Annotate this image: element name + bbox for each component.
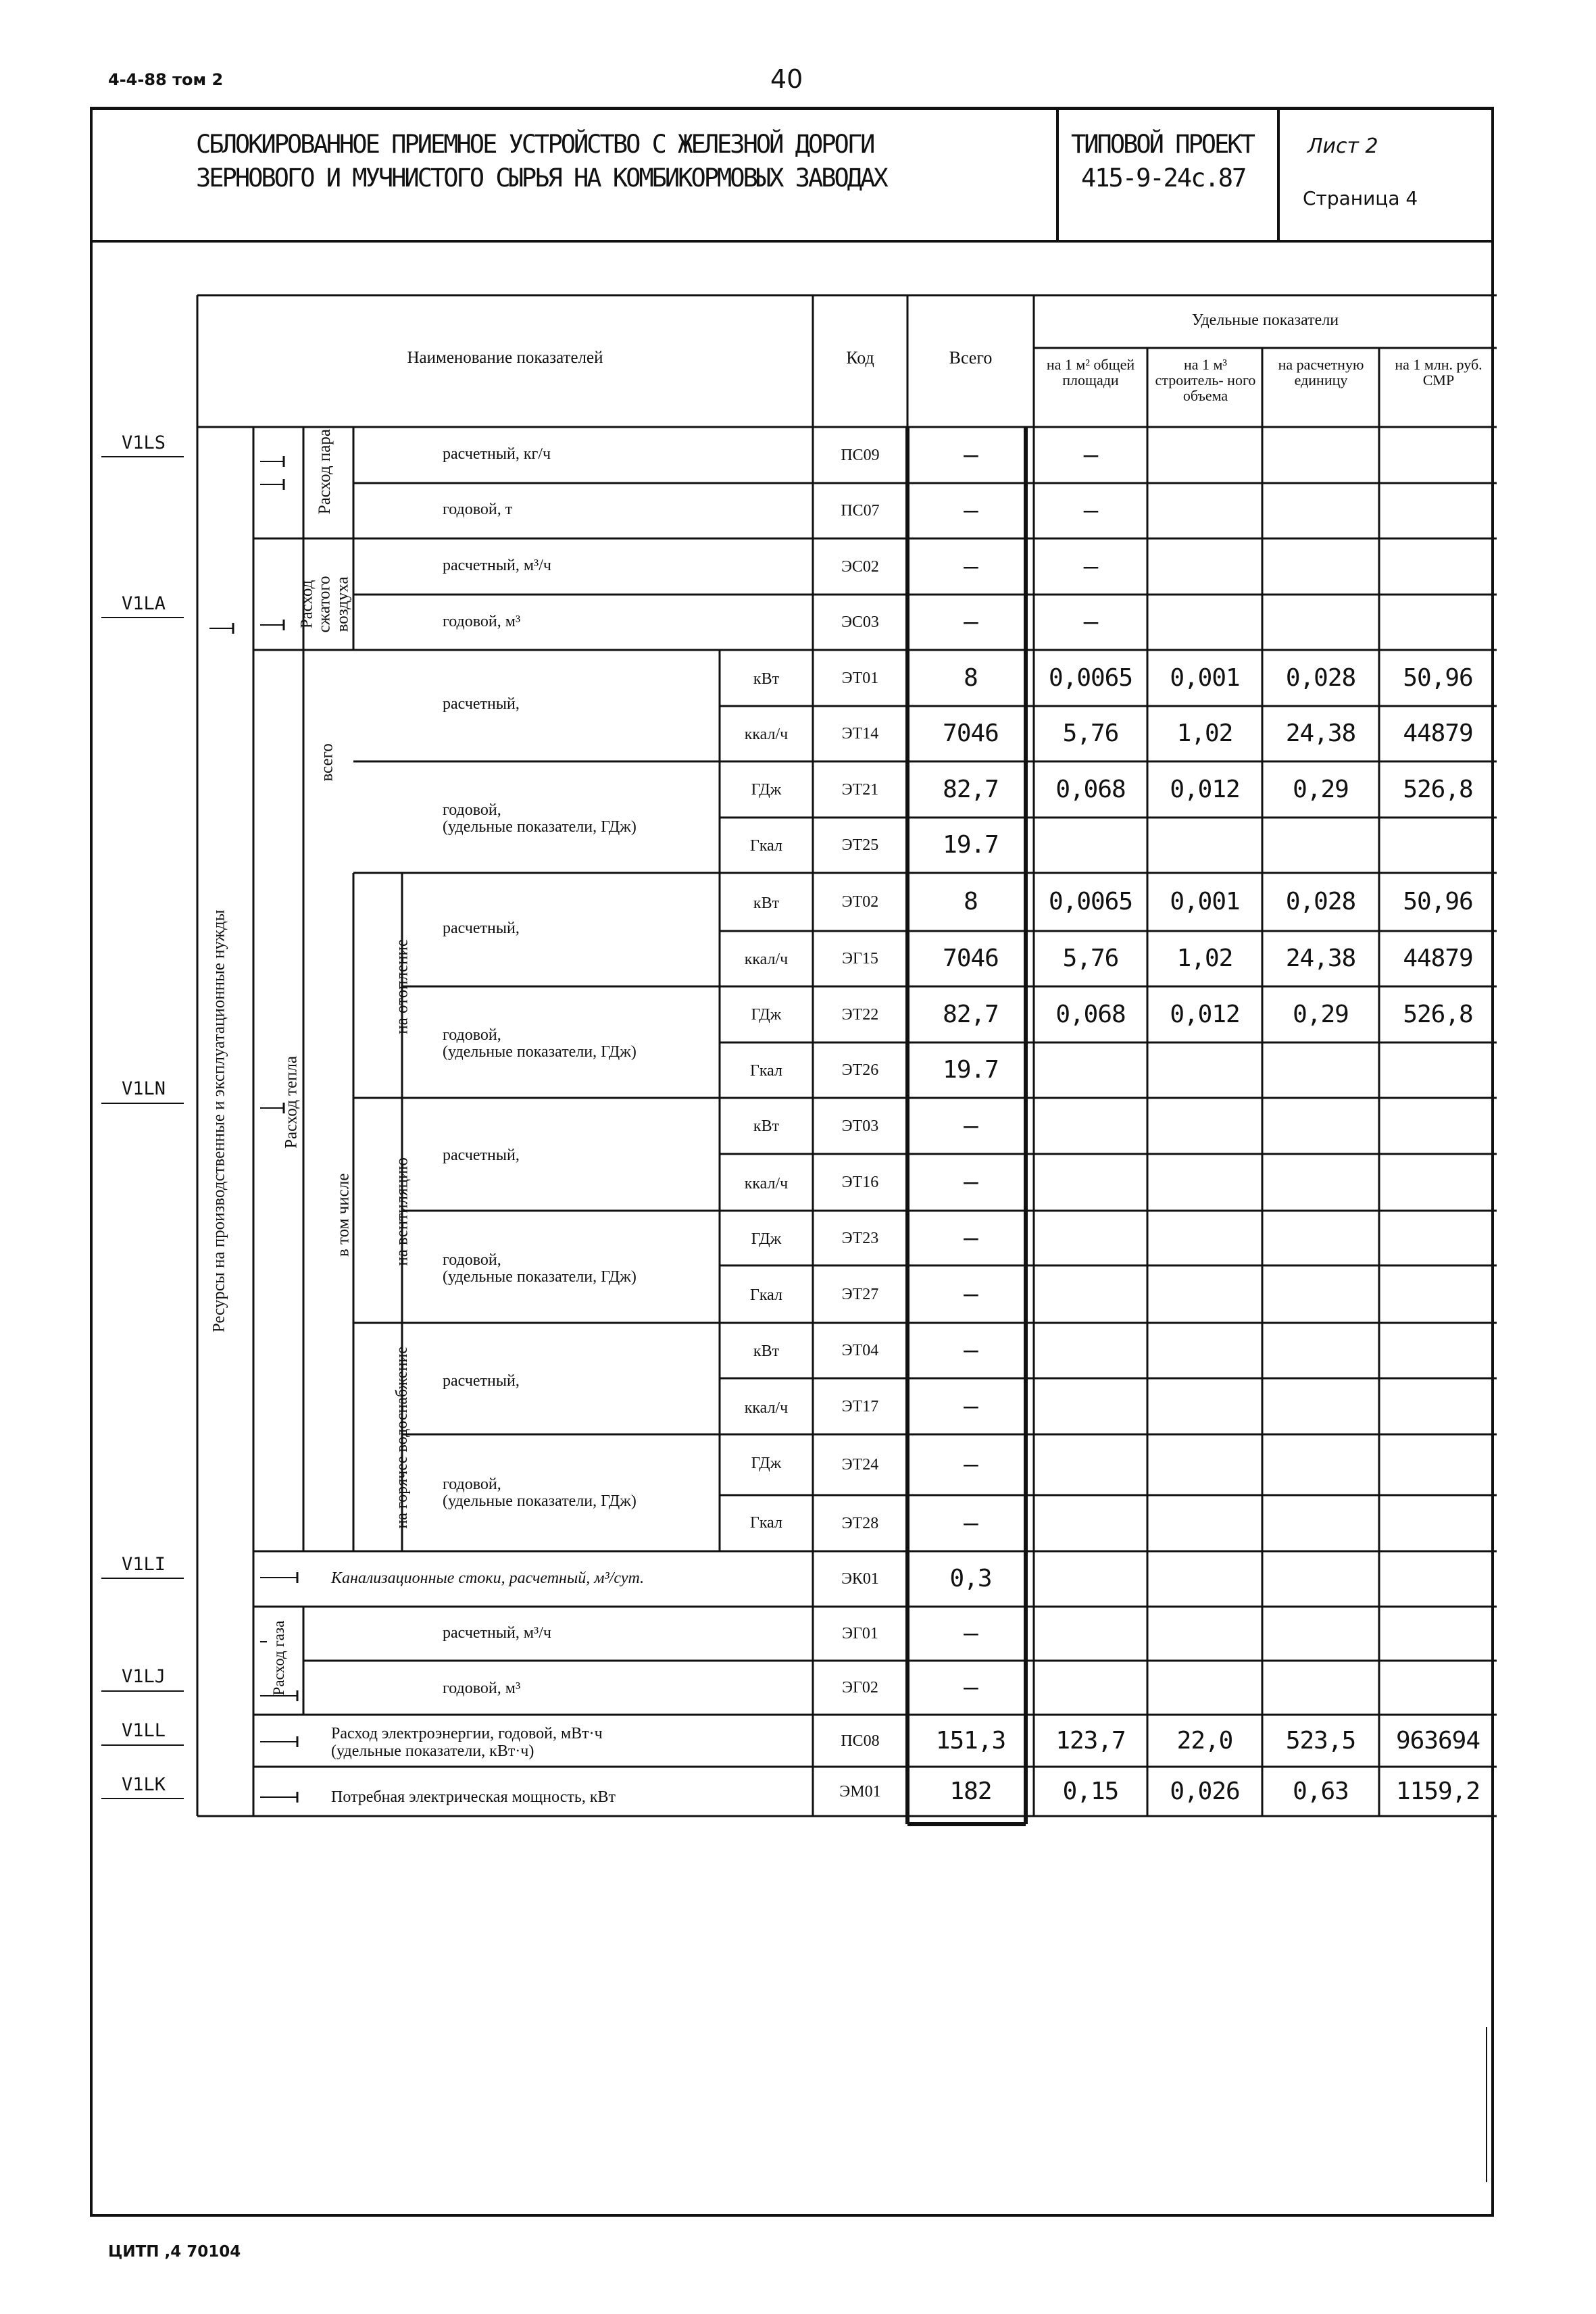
sheet-label: Лист 2 bbox=[1307, 134, 1378, 158]
row-total: – bbox=[964, 1336, 978, 1364]
row-value-2: 0,0065 bbox=[1048, 888, 1133, 915]
row-total: – bbox=[964, 552, 978, 580]
project-label: ТИПОВОЙ ПРОЕКТ bbox=[1071, 130, 1253, 159]
unit-kw: кВт bbox=[753, 895, 780, 912]
row-value-2: 0,0065 bbox=[1048, 663, 1133, 692]
label-air-year: годовой, м³ bbox=[443, 613, 521, 630]
label-vent-calc: расчетный, bbox=[443, 1147, 520, 1164]
row-code: ЭТ03 bbox=[841, 1117, 879, 1135]
row-value-3: 0,012 bbox=[1170, 775, 1240, 803]
row-total: 151,3 bbox=[935, 1726, 1006, 1755]
row-value-2: 0,068 bbox=[1055, 775, 1126, 803]
header-specific: Удельные показатели bbox=[1191, 311, 1339, 329]
row-code: ЭК01 bbox=[841, 1570, 879, 1588]
row-value-3: 0,012 bbox=[1170, 1000, 1240, 1028]
project-number: 415-9-24с.87 bbox=[1081, 164, 1246, 193]
side-code-v1ls: V1LS bbox=[122, 432, 166, 453]
row-value-2: 0,068 bbox=[1055, 1000, 1126, 1028]
side-code-v1la: V1LA bbox=[122, 593, 166, 614]
row-value-4: 24,38 bbox=[1285, 945, 1356, 972]
row-value-2: 5,76 bbox=[1062, 945, 1119, 972]
row-code: ПС09 bbox=[841, 446, 880, 464]
group-ventilation: на вентиляцию bbox=[393, 1157, 412, 1266]
row-value-5: 44879 bbox=[1403, 945, 1473, 972]
label-elec-note: (удельные показатели, кВт·ч) bbox=[331, 1742, 534, 1760]
label-gas-calc: расчетный, м³/ч bbox=[443, 1624, 551, 1642]
label-hw-year-note: (удельные показатели, ГДж) bbox=[443, 1492, 637, 1510]
row-total: 82,7 bbox=[943, 775, 999, 803]
row-total: – bbox=[964, 1509, 978, 1537]
unit-gcal: Гкал bbox=[749, 1514, 782, 1532]
label-total-calc: расчетный, bbox=[443, 695, 520, 713]
row-code: ЭТ21 bbox=[841, 780, 879, 799]
row-total: – bbox=[964, 1280, 978, 1308]
row-code: ЭТ22 bbox=[841, 1005, 879, 1024]
row-code: ЭГ02 bbox=[842, 1679, 878, 1696]
label-hw-year: годовой, bbox=[443, 1476, 501, 1493]
header-sub2: на 1 м³ строитель- ного объема bbox=[1155, 356, 1256, 405]
row-value-2: – bbox=[1083, 497, 1098, 524]
side-code-v1li: V1LI bbox=[122, 1554, 166, 1575]
row-total: – bbox=[964, 1168, 978, 1196]
label-steam-year: годовой, т bbox=[443, 501, 513, 518]
unit-kcal: ккал/ч bbox=[744, 726, 789, 743]
row-total: 82,7 bbox=[943, 1000, 999, 1028]
row-value-5: 526,8 bbox=[1403, 1000, 1473, 1028]
group-incl: в том числе bbox=[334, 1173, 353, 1257]
row-code: ЭС02 bbox=[841, 557, 879, 576]
row-total: – bbox=[964, 1111, 978, 1140]
row-code: ЭТ27 bbox=[841, 1285, 879, 1303]
row-value-2: 5,76 bbox=[1062, 720, 1119, 747]
row-code: ЭТ16 bbox=[841, 1174, 879, 1191]
row-value-2: 123,7 bbox=[1055, 1726, 1126, 1755]
row-total: – bbox=[964, 608, 978, 636]
row-total: – bbox=[964, 1451, 978, 1478]
row-value-3: 22,0 bbox=[1176, 1726, 1233, 1755]
row-total: 0,3 bbox=[949, 1565, 992, 1592]
row-total: 19.7 bbox=[943, 831, 999, 859]
unit-kw: кВт bbox=[753, 670, 780, 688]
header-sub3: на расчетную единицу bbox=[1278, 356, 1364, 389]
row-code: ЭС03 bbox=[841, 613, 879, 631]
label-heating-year-note: (удельные показатели, ГДж) bbox=[443, 1043, 637, 1061]
row-code: ЭТ17 bbox=[841, 1397, 879, 1415]
title-line-1: СБЛОКИРОВАННОЕ ПРИЕМНОЕ УСТРОЙСТВО С ЖЕЛЕЗНОЙ ДОРОГИ bbox=[196, 130, 874, 159]
row-code: ЭГ01 bbox=[842, 1625, 878, 1642]
unit-gj: ГДж bbox=[751, 1006, 782, 1024]
header-code: Код bbox=[846, 348, 874, 368]
row-code: ЭТ26 bbox=[841, 1061, 879, 1079]
row-value-2: 0,15 bbox=[1062, 1777, 1119, 1805]
group-total-heat: всего bbox=[318, 743, 336, 782]
unit-gj: ГДж bbox=[751, 781, 782, 799]
unit-kcal: ккал/ч bbox=[744, 951, 789, 968]
row-value-3: 1,02 bbox=[1176, 720, 1233, 747]
row-code: ЭТ23 bbox=[841, 1229, 879, 1247]
header-sub1: на 1 м² общей площади bbox=[1046, 356, 1135, 389]
row-value-2: – bbox=[1083, 608, 1098, 636]
row-total: – bbox=[964, 1619, 978, 1647]
row-value-5: 50,96 bbox=[1403, 888, 1473, 915]
label-gas-year: годовой, м³ bbox=[443, 1680, 521, 1697]
row-total: 182 bbox=[949, 1777, 992, 1805]
row-total: – bbox=[964, 1224, 978, 1252]
side-code-v1lk: V1LK bbox=[122, 1774, 166, 1795]
row-total: – bbox=[964, 1674, 978, 1701]
unit-gj: ГДж bbox=[751, 1455, 782, 1472]
header-total: Всего bbox=[949, 348, 993, 368]
label-vent-year: годовой, bbox=[443, 1251, 501, 1269]
header-sub4: на 1 млн. руб. СМР bbox=[1395, 356, 1482, 389]
unit-gcal: Гкал bbox=[749, 837, 782, 855]
row-value-4: 0,028 bbox=[1285, 888, 1356, 915]
row-code: ЭТ01 bbox=[841, 669, 879, 687]
row-value-3: 0,026 bbox=[1170, 1777, 1240, 1805]
row-value-2: – bbox=[1083, 552, 1098, 580]
side-code-v1lj: V1LJ bbox=[122, 1666, 166, 1687]
row-code: ЭТ25 bbox=[841, 836, 879, 854]
group-resources: Ресурсы на производственные и эксплуатационные нужды bbox=[209, 909, 228, 1333]
row-total: – bbox=[964, 497, 978, 524]
label-sewage: Канализационные стоки, расчетный, м³/сут. bbox=[331, 1569, 645, 1587]
label-total-year-note: (удельные показатели, ГДж) bbox=[443, 818, 637, 836]
label-hw-calc: расчетный, bbox=[443, 1372, 520, 1390]
row-value-4: 0,63 bbox=[1293, 1777, 1349, 1805]
row-total: 8 bbox=[964, 888, 978, 915]
row-value-3: 1,02 bbox=[1176, 945, 1233, 972]
row-value-4: 24,38 bbox=[1285, 720, 1356, 747]
title-line-2: ЗЕРНОВОГО И МУЧНИСТОГО СЫРЬЯ НА КОМБИКОРМОВЫХ ЗАВОДАХ bbox=[196, 164, 887, 193]
row-code: ЭТ04 bbox=[841, 1342, 879, 1359]
group-air: Расход сжатого воздуха bbox=[297, 576, 352, 633]
row-value-5: 44879 bbox=[1403, 720, 1473, 747]
row-value-5: 50,96 bbox=[1403, 663, 1473, 692]
row-value-3: 0,001 bbox=[1170, 888, 1240, 915]
row-code: ЭТ24 bbox=[841, 1456, 879, 1474]
row-code: ПС07 bbox=[841, 502, 880, 520]
row-total: 7046 bbox=[943, 720, 999, 747]
page-number: 40 bbox=[770, 64, 803, 94]
row-value-5: 1159,2 bbox=[1395, 1777, 1480, 1805]
doc-reference: 4-4-88 том 2 bbox=[108, 70, 224, 89]
row-code: ЭТ28 bbox=[841, 1514, 879, 1532]
row-code: ЭТ14 bbox=[841, 725, 879, 743]
row-value-5: 526,8 bbox=[1403, 775, 1473, 803]
unit-gcal: Гкал bbox=[749, 1286, 782, 1304]
label-power: Потребная электрическая мощность, кВт bbox=[331, 1788, 616, 1806]
side-code-v1ll: V1LL bbox=[122, 1720, 166, 1741]
label-vent-year-note: (удельные показатели, ГДж) bbox=[443, 1268, 637, 1286]
row-total: 19.7 bbox=[943, 1056, 999, 1084]
unit-kcal: ккал/ч bbox=[744, 1175, 789, 1192]
row-total: – bbox=[964, 1392, 978, 1420]
header-name: Наименование показателей bbox=[407, 349, 603, 367]
row-value-4: 0,29 bbox=[1293, 775, 1349, 803]
row-total: 8 bbox=[964, 663, 978, 692]
row-code: ЭТ02 bbox=[841, 893, 879, 911]
row-code: ПС08 bbox=[841, 1732, 880, 1750]
row-value-5: 963694 bbox=[1395, 1726, 1480, 1755]
page-label: Страница 4 bbox=[1303, 187, 1418, 209]
row-value-4: 0,028 bbox=[1285, 663, 1356, 692]
group-heat: Расход тепла bbox=[282, 1055, 301, 1149]
unit-gj: ГДж bbox=[751, 1230, 782, 1248]
group-gas: Расход газа bbox=[270, 1620, 287, 1696]
label-steam-calc: расчетный, кг/ч bbox=[443, 445, 551, 463]
unit-kw: кВт bbox=[753, 1342, 780, 1360]
label-heating-calc: расчетный, bbox=[443, 920, 520, 937]
group-hot-water: на горячее водоснабжение bbox=[393, 1347, 412, 1529]
row-value-4: 523,5 bbox=[1285, 1726, 1356, 1755]
row-total: 7046 bbox=[943, 945, 999, 972]
row-value-4: 0,29 bbox=[1293, 1000, 1349, 1028]
row-code: ЭГ15 bbox=[842, 950, 878, 967]
row-value-2: – bbox=[1083, 441, 1098, 469]
footer-code: ЦИТП ,4 70104 bbox=[108, 2243, 241, 2261]
row-code: ЭМ01 bbox=[839, 1782, 881, 1801]
row-value-3: 0,001 bbox=[1170, 663, 1240, 692]
unit-kw: кВт bbox=[753, 1117, 780, 1135]
row-total: – bbox=[964, 441, 978, 469]
label-heating-year: годовой, bbox=[443, 1026, 501, 1044]
group-steam: Расход пара bbox=[315, 429, 334, 515]
unit-kcal: ккал/ч bbox=[744, 1399, 789, 1417]
label-air-calc: расчетный, м³/ч bbox=[443, 557, 551, 574]
label-elec: Расход электроэнергии, годовой, мВт·ч bbox=[331, 1725, 603, 1742]
label-total-year: годовой, bbox=[443, 801, 501, 819]
side-code-v1ln: V1LN bbox=[122, 1078, 166, 1099]
group-heating: на отопление bbox=[393, 938, 412, 1034]
unit-gcal: Гкал bbox=[749, 1062, 782, 1080]
